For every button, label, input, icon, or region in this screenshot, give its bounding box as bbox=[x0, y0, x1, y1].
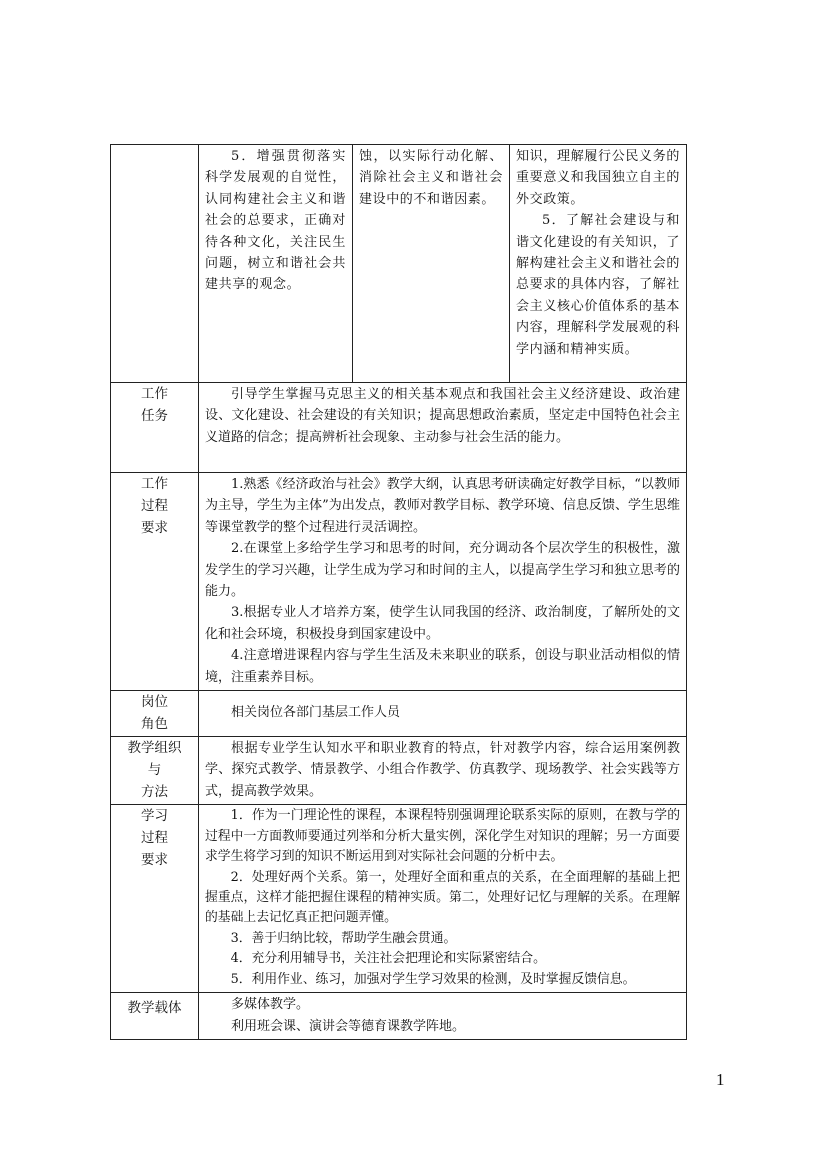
learning-process-row bbox=[111, 805, 687, 993]
work-task-label: 工作 任务 bbox=[111, 383, 199, 473]
role-label: 岗位 角色 bbox=[111, 691, 199, 737]
work-process-label: 工作 过程 要求 bbox=[111, 473, 199, 691]
objective-cell-knowledge bbox=[510, 145, 687, 383]
curriculum-table bbox=[110, 144, 687, 1040]
list-item: 5．利用作业、练习，加强对学生学习效果的检测，及时掌握反馈信息。 bbox=[230, 971, 636, 987]
list-item: 1.熟悉《经济政治与社会》教学大纲，认真思考研读确定好教学目标，“以教师为主导，学生为主体”为出发点，教师对教学目标、教学环境、信息反馈、学生思维等课堂教学的整个过程进行灵活调控。 bbox=[205, 477, 680, 535]
list-item: 3．善于归纳比较，帮助学生融会贯通。 bbox=[230, 930, 457, 946]
organization-label: 教学组织 与 方法 bbox=[111, 737, 199, 805]
list-item: 2.在课堂上多给学生学习和思考的时间，充分调动各个层次学生的积极性，激发学生的学习兴趣，让学生成为学习和时间的主人，以提高学生学习和独立思考的能力。 bbox=[205, 541, 680, 600]
role-content bbox=[199, 691, 687, 737]
list-item: 利用班会课、演讲会等德育课教学阵地。 bbox=[231, 1018, 466, 1034]
list-item: 4.注意增进课程内容与学生生活及未来职业的联系，创设与职业活动相似的情境，注重素养目标。 bbox=[205, 648, 680, 685]
carrier-content bbox=[199, 993, 687, 1040]
work-process-content bbox=[199, 473, 687, 691]
list-item: 4．充分利用辅导书，关注社会把理论和实际紧密结合。 bbox=[230, 951, 546, 967]
objective-text: 知识，理解履行公民义务的重要意义和我国独立自主的外交政策。 bbox=[516, 149, 680, 207]
carrier-row bbox=[111, 993, 687, 1040]
organization-text: 根据专业学生认知水平和职业教育的特点，针对教学内容，综合运用案例教学、探究式教学、情景教学、小组合作教学、仿真教学、现场教学、社会实践等方式，提高教学效果。 bbox=[205, 741, 680, 799]
role-text: 相关岗位各部门基层工作人员 bbox=[231, 705, 401, 721]
list-item: 1．作为一门理论性的课程，本课程特别强调理论联系实际的原则，在教与学的过程中一方面教师要通过列举和分析大量实例，深化学生对知识的理解；另一方面要求学生将学习到的知识不断运用到对实际社会问题的分析中去。 bbox=[205, 808, 680, 865]
objective-text: 5．增强贯彻落实科学发展观的自觉性，认同构建社会主义和谐社会的总要求，正确对待各种文化，关注民生问题，树立和谐社会共建共享的观念。 bbox=[205, 149, 346, 293]
learning-process-label: 学习 过程 要求 bbox=[111, 805, 199, 993]
objective-text: 5．了解社会建设与和谐文化建设的有关知识，了解构建社会主义和谐社会的总要求的具体内容，了解社会主义核心价值体系的基本内容，理解科学发展观的科学内涵和精神实质。 bbox=[516, 213, 680, 357]
learning-process-content bbox=[199, 805, 687, 993]
work-task-row bbox=[111, 383, 687, 473]
work-task-text: 引导学生掌握马克思主义的相关基本观点和我国社会主义经济建设、政治建设、文化建设、社会建设的有关知识；提高思想政治素质，坚定走中国特色社会主义道路的信念；提高辨析社会现象、主动参与社会生活的能力。 bbox=[205, 387, 680, 445]
work-process-row bbox=[111, 473, 687, 691]
organization-row bbox=[111, 737, 687, 805]
list-item: 3.根据专业人才培养方案，使学生认同我国的经济、政治制度，了解所处的文化和社会环境，积极投身到国家建设中。 bbox=[205, 605, 680, 642]
list-item: 2．处理好两个关系。第一，处理好全面和重点的关系，在全面理解的基础上把握重点，这样才能把握住课程的精神实质。第二，处理好记忆与理解的关系。在理解的基础上去记忆真正把问题弄懂。 bbox=[205, 869, 680, 926]
carrier-label: 教学载体 bbox=[111, 993, 199, 1040]
objectives-row bbox=[111, 145, 687, 383]
list-item: 多媒体教学。 bbox=[231, 997, 310, 1013]
empty-label-cell bbox=[111, 145, 199, 383]
objective-cell-action bbox=[353, 145, 510, 383]
objective-text: 蚀，以实际行动化解、消除社会主义和谐社会建设中的不和谐因素。 bbox=[359, 149, 503, 207]
work-task-content bbox=[199, 383, 687, 473]
page-number: 1 bbox=[716, 1070, 725, 1089]
objective-cell-attitude bbox=[199, 145, 353, 383]
organization-content bbox=[199, 737, 687, 805]
role-row bbox=[111, 691, 687, 737]
